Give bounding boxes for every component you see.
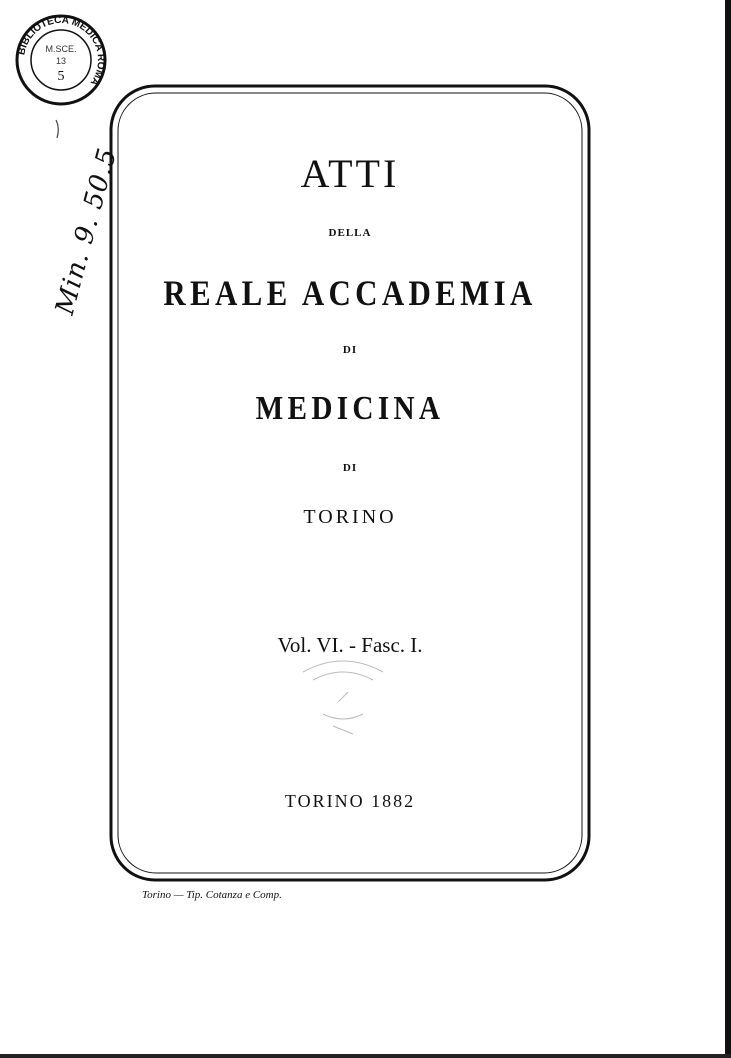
handwritten-shelfmark: Min. 9. 50.5 — [50, 144, 124, 318]
faded-ornament — [278, 652, 408, 742]
volume-label: Vol. VI. - Fasc. I. — [277, 633, 423, 657]
stamp-line-1: M.SCE. — [45, 44, 77, 54]
imprint: TORINO 1882 — [284, 791, 416, 811]
printer-line: Torino — Tip. Cotanza e Comp. — [142, 889, 282, 901]
scan-edge-right — [725, 0, 731, 1058]
connector-della: DELLA — [328, 227, 372, 239]
connector-di-1: DI — [342, 344, 358, 356]
page-title: ATTI — [300, 151, 400, 196]
discipline-name: MEDICINA — [255, 390, 445, 427]
scan-edge-bottom — [0, 1054, 731, 1058]
stamp-line-2: 13 — [55, 56, 67, 66]
library-stamp — [13, 12, 109, 108]
academy-name: REALE ACCADEMIA — [163, 273, 537, 313]
city-name: TORINO — [303, 506, 397, 528]
title-frame — [108, 83, 592, 883]
connector-di-2: DI — [342, 462, 358, 474]
stamp-line-3: 5 — [57, 69, 65, 84]
stamp-ring-text: BIBLIOTECA MEDICA ROMA — [16, 14, 107, 88]
pencil-mark — [54, 118, 64, 140]
